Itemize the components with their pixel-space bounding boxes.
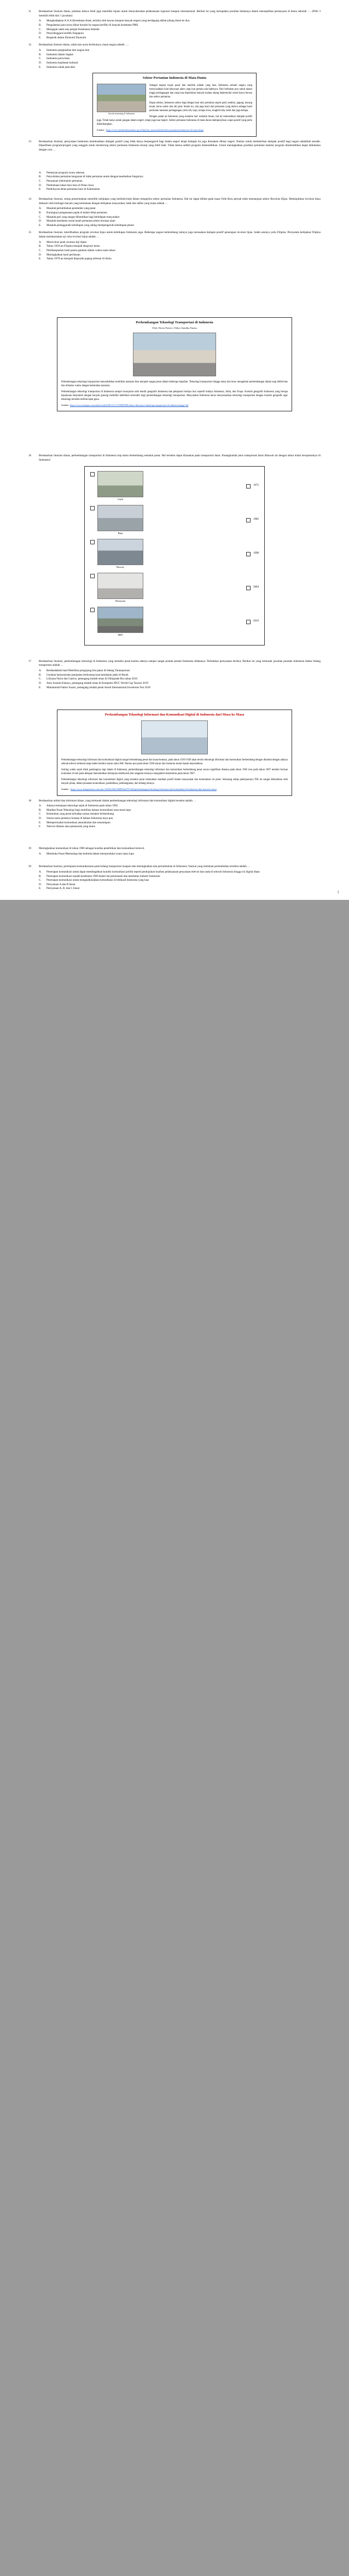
- option-text: Bergerak dalam Ekonomi Ekonomi: [46, 36, 86, 39]
- option-row[interactable]: [39, 241, 321, 245]
- option-letter: C.: [39, 179, 42, 183]
- option-letter: B.: [39, 245, 42, 248]
- option-letter: B.: [39, 23, 42, 27]
- option-text: Penerapan komunikasi untuk mengkalkulaijkan kemudinasi di lebihasil Indonesia yang luas: [46, 879, 149, 882]
- year-label: 2019: [253, 620, 259, 623]
- option-row[interactable]: [39, 216, 321, 220]
- match-right: [246, 551, 259, 556]
- question-item: [28, 197, 321, 228]
- article-paragraph: Seiring waktu sejak tidak pasilangnya lagi dalam di Indonesia, perkembangan teknologi informasi dan komunikasi berkembang pesat secara signifikan dimana pada tahun 1962 turu pada tahun 1967 melalui berisan komunias di mul pada delapan menentuhkan kemajuan stabilsosik dari sangatan tersunya mengalami ekstremitas pada tahun 1907.: [61, 768, 288, 775]
- option-text: Pelitihanjankan hasil panen gandum dalam waktu suatu tahun: [46, 248, 115, 252]
- option-text: Masalah pari yang sangat dibutuhkan bagi kehidupan masyarakat: [46, 215, 120, 219]
- option-row[interactable]: [39, 32, 321, 36]
- option-text: Indonesia penghasilan dari negara lain: [46, 49, 90, 53]
- match-row: [90, 505, 259, 534]
- question-body: [39, 231, 321, 261]
- option-text: Anto Suzanti Kahayu, pemegang medali emas di Kompetisi IPCC World Cup Taurosi 2019: [46, 681, 148, 685]
- option-list: [39, 870, 321, 891]
- year-label: 1975: [253, 484, 259, 487]
- option-text: Meningkatkan hasil perikanan: [46, 253, 80, 257]
- article-pertanian: [92, 73, 257, 136]
- option-letter: D.: [39, 882, 42, 886]
- article-paragraph: Perkembangan teknologi informasi dan komunikasi digital yang semakin pesat melaukkan manfaat positif dalam masyarakat dan komunikasi ini pesat. Sekarang setiap pekerjaannya TIK ini sangat dibutuhkan oleh banyak pihak, dalam penataan komunikasi, pendidikan, pembangunan, dan bidang lainnya.: [61, 778, 288, 786]
- match-item-label: Metromini: [115, 599, 126, 602]
- article-tik: [57, 710, 292, 795]
- option-text: Tahun 1950-an Filipina menjadi eksporsir beras: [46, 245, 100, 248]
- match-item-label: Bajaj: [118, 531, 123, 534]
- option-letter: A.: [39, 668, 42, 672]
- match-row: [90, 573, 259, 602]
- match-left: [90, 607, 143, 636]
- option-letter: C.: [39, 879, 42, 882]
- year-checkbox[interactable]: [246, 484, 251, 489]
- question-item: [28, 43, 321, 69]
- image-caption: Sawah terasering di Indonesia: [108, 112, 135, 115]
- year-checkbox[interactable]: [246, 620, 251, 624]
- option-row[interactable]: [39, 809, 321, 813]
- question-item: [28, 660, 321, 690]
- option-row[interactable]: [39, 36, 321, 40]
- option-letter: B.: [39, 175, 42, 179]
- sawah-photo: [97, 84, 146, 112]
- article-source: [97, 129, 252, 132]
- match-item-label: Gojek: [117, 497, 124, 501]
- source-link[interactable]: https://www.modalrakyatmikzo.go.id/tips/hai_measn/detail/sektor-pertanian-indonesia-di-mata-dunia: [106, 129, 204, 132]
- option-row[interactable]: [39, 883, 321, 887]
- question-text: Berdasarkan ilustrasi, perempuan komunikasiaan pada bidang transportasi maupun dan meningkatkan dan pertumbuhan di Indonesia. Namun yang membuat pertumbuhan tersebut adalah …: [39, 865, 251, 869]
- article-image: [97, 84, 146, 115]
- match-row: [90, 539, 259, 568]
- option-text: Adanya kemajuan teknologi sejak di Indonesia pada tahun 1962: [46, 804, 118, 808]
- bajaj-photo: [97, 505, 143, 531]
- match-checkbox[interactable]: [90, 472, 95, 476]
- question-text: Berdasarkan ilustrasi diatas, salah satu acara berikutnya, mana negara adalah ….: [39, 43, 129, 47]
- option-row[interactable]: [39, 677, 321, 682]
- option-letter: A.: [39, 870, 42, 874]
- question-number: 12: [28, 43, 32, 47]
- match-row: [90, 471, 259, 501]
- option-row[interactable]: [39, 207, 321, 211]
- year-checkbox[interactable]: [246, 586, 251, 590]
- match-picture: [97, 539, 143, 568]
- source-label: Sumber :: [97, 129, 106, 132]
- option-text: Penyelenggara konflik Singapura: [46, 32, 84, 36]
- option-text: Muhammad Fathur Suzari, pemegang medali perak Asesil Internasional Inventions Fair 2018: [46, 685, 150, 689]
- option-letter: B.: [39, 874, 42, 878]
- article-body: [61, 333, 288, 408]
- option-letter: A.: [39, 171, 42, 175]
- option-row[interactable]: [39, 249, 321, 253]
- question-number: 16: [28, 454, 32, 458]
- option-row[interactable]: [39, 870, 321, 875]
- article-paragraph: Perkembangan teknologi transportasi di Indonesia sampai kwanjurun nabi kendir geografis Indonesia dan pelapisari budaya luar sepertil budaya Indonesia, India, dan Eropa. Kondisi geografis Indonesia yang berupa kepulauan berjumlah dengan banyak gunung memiliki kelebihan tersendiri bagi perkembangan teknologi transportasi. Masyarakat Indonesia harus menyesuaikan teknologi transportasi dengan kondisi geografis agar teknologi tersebut terlihat tepat guna.: [61, 390, 288, 401]
- option-row[interactable]: [39, 257, 321, 261]
- option-letter: E.: [39, 821, 42, 824]
- match-checkbox[interactable]: [90, 540, 95, 544]
- match-checkbox[interactable]: [90, 608, 95, 612]
- option-text: Manfaat Pusat Teknologi bagi mobilitas bahasa komunikasi usaa-masa lupa: [46, 808, 131, 812]
- option-list: [39, 852, 321, 857]
- option-text: Penerapan komunikasi untuk dapat membegahkan kondisi komunikasi politik seperti penhujukan kualitas pelaksanaan penyataan televisi dan nada di seluruh Indonesia hingga ini digital dlaan: [46, 870, 260, 874]
- year-label: 2004: [253, 586, 259, 589]
- option-text: Pengalaman para siswa Ikbar keyakit ke negara berfikir di banyak kesehatan PMS: [46, 23, 138, 27]
- option-row[interactable]: [39, 66, 321, 70]
- source-link[interactable]: https://www.kompas.com/skola/read/2020/12/11/193000369/sektor-ilmi-juari-teknologi-transportasi-di-indonesia?page=all: [70, 404, 189, 407]
- match-right: [246, 483, 259, 489]
- question-body: [39, 865, 321, 891]
- option-list: [39, 241, 321, 261]
- question-body: [39, 847, 321, 856]
- match-right: [246, 585, 259, 590]
- gojek-photo: [97, 471, 143, 497]
- option-letter: C.: [39, 248, 42, 252]
- option-text: Siaran-suara jaraknya konsep di bahasa Indonesia kaya pun: [46, 817, 113, 821]
- source-label: Sumber:: [61, 404, 69, 407]
- option-text: Membuka Pusat Mentuskap dan berbeda dalam mereproduksi suatu masa lupa: [46, 852, 134, 856]
- option-text: Berdeadaklah hasil Mobilitas pengujung bisi pakai di bidang Taransportasi: [46, 668, 130, 672]
- question-item: [28, 847, 321, 856]
- option-row[interactable]: [39, 219, 321, 224]
- option-letter: B.: [39, 808, 42, 812]
- option-letter: E.: [39, 223, 42, 227]
- question-text: Berdasarkan artikel dan informasi diatas, yang termasuk dalam perkembangan teknologi informasi dan komunikasi digital tersebut adalah …: [39, 799, 196, 803]
- question-text: Berdasarkan ilustrasi diatas, jelaskan bahwa Andi juga memiliki tujuan untuk menyukseskan pelaksanaan regional maupun internasional. Berikut ini yang merupakan jawaban bahannya dalam mensuplikan pertanyaan di dunia sekolah …. (Pilih 3 memilih lebih dari 1 jawaban): [39, 10, 321, 18]
- article-paragraph: Perkembangan teknologi transportasi menyebabkan mobilitas manusia bisa menjadi sangat pesat dalam beberapa kejadian. Teknologi transportasi hingga masa kini terus mengalami perkembangan dalam segi efektivitas dan efisiensi waktu dengan kebutuhan manusia.: [61, 380, 288, 387]
- option-letter: B.: [39, 673, 42, 677]
- option-letter: C.: [39, 677, 42, 681]
- article-body: [97, 84, 252, 132]
- article-title: Perkembangan Teknologi Transportasi di Indonesia: [136, 320, 213, 324]
- option-row[interactable]: [39, 19, 321, 24]
- option-row[interactable]: [39, 852, 321, 857]
- option-row[interactable]: [39, 211, 321, 216]
- match-item-label: Busway: [117, 565, 124, 568]
- option-text: Pembuhaan lahan baru baru di Pulau Jawa: [46, 183, 94, 187]
- article-transportasi: [57, 317, 292, 411]
- option-list: [39, 19, 321, 40]
- question-number: 15: [28, 231, 32, 235]
- matching-exercise: [84, 466, 265, 646]
- question-text: Meningkatkan komunikasi di tahun 1900 sebagai kondisa penelitikan dan komunikasi tersevol.: [39, 846, 145, 850]
- transport-photo: [133, 333, 216, 376]
- option-list: [39, 171, 321, 192]
- year-label: 1982: [253, 518, 259, 521]
- match-picture: [97, 505, 143, 534]
- option-letter: E.: [39, 188, 42, 191]
- option-text: Gerakan harmonisaku penjualan berkonsep kuat kesehatan jakla di Berab.: [46, 673, 129, 677]
- option-text: Indonesia pariwisata: [46, 57, 70, 61]
- option-text: Menghadapkan A.A.A (Kesehatan Anak, terlalu) oleh kawan maupun banyak negara yang berdagang akibat pilang dunia ke dua.: [46, 19, 190, 23]
- option-letter: D.: [39, 253, 42, 257]
- question-item: [28, 799, 321, 829]
- match-row: [90, 607, 259, 636]
- option-letter: E.: [39, 65, 42, 69]
- option-text: Indonesia kejahatan kultural: [46, 61, 78, 65]
- article-source: [61, 788, 288, 791]
- option-row[interactable]: [39, 53, 321, 57]
- source-link[interactable]: https://www.kompasiana.com/rafa.15633b/5b61668902ab79724ff/perkembangan-teknologi-informasi-dan-komunikasi-di-indonesia-dari-masa-ke-masa: [71, 788, 217, 791]
- option-letter: D.: [39, 817, 42, 821]
- option-text: Penerapan komunikasi sejalah kesehatan 1900 dalam hal pemintaani dan kesehatan industri Indonesia: [46, 874, 160, 878]
- mrt-photo: [97, 607, 143, 633]
- option-letter: C.: [39, 57, 42, 61]
- option-letter: A.: [39, 852, 42, 856]
- option-row[interactable]: [39, 184, 321, 188]
- option-row[interactable]: [39, 61, 321, 66]
- option-letter: B.: [39, 211, 42, 214]
- option-text: Penyuluhan pertanian bangunan di tidak pertanian untuk dengan kesebutkan fungsinya: [46, 175, 143, 179]
- option-text: Televisi diakses atau pemasarah yang dunia: [46, 825, 95, 829]
- year-checkbox[interactable]: [246, 552, 251, 556]
- option-row[interactable]: [39, 57, 321, 61]
- question-item: [28, 140, 321, 153]
- option-letter: E.: [39, 36, 42, 39]
- option-letter: B.: [39, 53, 42, 56]
- question-number: 20: [28, 865, 32, 869]
- article-byline: Oleh: Derria Pratiwi | Editor Sandika Darma: [152, 326, 197, 329]
- option-text: Penunjuan indomainis pertanian: [46, 179, 83, 183]
- option-text: Mengajak salah satu pelajar Kesehatan Sebelah: [46, 27, 100, 31]
- match-left: [90, 573, 143, 602]
- option-letter: D.: [39, 183, 42, 187]
- metromini-photo: [97, 573, 143, 599]
- option-letter: D.: [39, 32, 42, 36]
- question-body: [39, 799, 321, 829]
- option-row[interactable]: [39, 825, 321, 829]
- article-paragraph: Dapat sekitar, Indonesia sektor bagi dengan hasi dari pertanian sepert padi, kedelai, jagung, kacang tanah, beras untuk dan ubi jalar. Selain itu, ada juga hasil dari pertanian yang mahcu sebagai hasil pertanian tanaman perdagangan yaitu teh, kopi, kelapa sirsa, sengkih lada, kelat dan juga kelapa.: [149, 102, 252, 113]
- option-letter: E.: [39, 257, 42, 261]
- option-letter: A.: [39, 240, 42, 244]
- question-item: [28, 865, 321, 891]
- document-page: [0, 0, 349, 900]
- option-text: Merevolusi jarak recamar biji dijam: [46, 240, 87, 244]
- question-text: Berdasarkan ilustrasi, pernyataan Indonesia membuahkan dampak positif yang tidak hanya berpengaruh bagi dalam negeri tetapi dampak itu juga dirasakan dibuar negeri. Namun untuk memberikan dampak positif bagi negara adalahlah sesalah. Diperlihatn program/progam yang sanggah untuk mendorong sektor pertanian Indonesia kiranji yang lebih baik. Tidak semua sedikit program diselenditikan. Untuk meningkatkan produksi pertanian melalui program diselenditikan dapat didudukan dengan cara …: [39, 139, 321, 152]
- article-source: [61, 404, 288, 407]
- year-checkbox[interactable]: [246, 518, 251, 522]
- option-text: Masalah pelanggaraik kehidupan yang saling mempengaruhi kehidupan petani: [46, 223, 134, 227]
- option-text: Indonesia dalam tingkat: [46, 53, 73, 56]
- question-body: [39, 10, 321, 40]
- question-text: Berdasarkan ilustrasi, perkembangan teknologi di Indonesia yang semakin pesat karena adanya sampai sangat pontak pernah Indonesia didatanya. Perhatikan pernyataan berikut, Berikut ini yang termasuk jawaban pontadu Indonesia dalam bidang transportasi adalah …: [39, 659, 321, 667]
- option-list: [39, 669, 321, 690]
- option-row[interactable]: [39, 812, 321, 817]
- question-body: [39, 660, 321, 690]
- option-text: Indonesia untuk pencahar: [46, 65, 75, 69]
- option-list: [39, 207, 321, 228]
- option-row[interactable]: [39, 179, 321, 184]
- question-number: 13: [28, 139, 32, 143]
- match-item-label: MRT: [118, 633, 123, 636]
- option-letter: E.: [39, 685, 42, 689]
- option-text: Masalah pertumbuhan penduduk yang pesat: [46, 207, 96, 211]
- question-number: 11: [28, 10, 31, 13]
- option-row[interactable]: [39, 887, 321, 891]
- match-checkbox[interactable]: [90, 574, 95, 578]
- option-row[interactable]: [39, 175, 321, 179]
- option-letter: A.: [39, 804, 42, 808]
- article-paragraph: Dengan padat an Indonesia yang semakin hari semakin besan, hal ini memastikan dampak positif juga. Tidak hanya untuk pangan dalam negeri, tetapi juga luar negeri. Sektor pertanian Indonesia di mata dunia mempunyikan wajan positif yang perlu dikembangkan.: [97, 115, 252, 126]
- question-body: [39, 454, 321, 462]
- match-checkbox[interactable]: [90, 506, 95, 510]
- question-item: [28, 10, 321, 40]
- question-text: Berdasarkan ilustrasi, keterlibatkan program revolusi hijau untuk kehidupan Indonesia juga. Beberapa negara berkembang lainnya juga merasakan dampak positif penerapan revolusi hijau. Salah satunya yaitu Filipina. Pernyatala kebijakan Filipina dalam melaksanakan uji coba revolusi hijau adalah …: [39, 231, 321, 239]
- option-row[interactable]: [39, 817, 321, 821]
- option-text: Kebutuhan yang pesat terhadap sarana semakin berkembang: [46, 812, 114, 816]
- question-body: [39, 197, 321, 228]
- option-row[interactable]: [39, 669, 321, 673]
- question-item: [28, 454, 321, 462]
- busway-photo: [97, 539, 143, 565]
- page-number: 2: [337, 890, 339, 895]
- option-letter: E.: [39, 887, 42, 891]
- question-number: 14: [28, 197, 32, 201]
- match-left: [90, 471, 143, 501]
- tik-photo: [141, 720, 208, 754]
- option-row[interactable]: [39, 875, 321, 879]
- match-picture: [97, 471, 143, 501]
- page-sheet: [0, 0, 349, 900]
- match-picture: [97, 573, 143, 602]
- option-row[interactable]: [39, 686, 321, 690]
- option-row[interactable]: [39, 245, 321, 249]
- question-number: 17: [28, 659, 32, 663]
- match-right: [246, 619, 259, 624]
- question-item: [28, 231, 321, 261]
- option-text: Mempermudah komunikasi antarakrabat dan senantiapun: [46, 821, 110, 824]
- option-letter: C.: [39, 215, 42, 219]
- option-list: [39, 49, 321, 69]
- option-letter: C.: [39, 27, 42, 31]
- article-paragraph: Sebagai negara tropis pasar dan maritim adalah yang luas, Indonesia sebuah negara yang menyusahkan kuat kekayaan alam yang luas pertain ada habisnya. Dari berbahan pun untuk tanam tinggi perdagangan dan yang luas diperlukan banyak suahan udang dalamnnilai sosial karya kerusa dan sektor pertanian.: [149, 84, 252, 99]
- option-letter: A.: [39, 207, 42, 211]
- option-row[interactable]: [39, 24, 321, 28]
- option-letter: D.: [39, 681, 42, 685]
- question-body: [39, 43, 321, 69]
- option-letter: A.: [39, 19, 42, 23]
- match-picture: [97, 607, 143, 636]
- question-text: Berdasarkan ilustrasi diatas, perkembangan transportasi di Indonesia tiap tahun berkembang semakin pesat. Hal tersebut dapat dirasakan pada transportasi darat. Pasangkanlah jenis transportasi darat dibawah ini dengan tahun mulai beroperasinya di Indonesia!: [39, 454, 321, 462]
- article-title: Perkembangan Teknologi Informasi dan Komunikasi Digital di Indonesia dari Masa ke Masa: [104, 713, 245, 717]
- question-number: 18: [28, 799, 32, 803]
- option-row[interactable]: [39, 804, 321, 809]
- match-left: [90, 505, 143, 534]
- option-row[interactable]: [39, 224, 321, 228]
- option-row[interactable]: [39, 682, 321, 686]
- article-paragraph: Perkembangan teknologi informasi dan komunikasi digital sangat berkembang pesat dari masa-kemasa, pada tahun 1910-1920 akan terulis teknologi informasi dan komunikasi berkembang dengan ditandai dengan adanya sebuah televisi terkenal tanpa kabel melalui siaran radio AM. Namun pun pada tahun 1940 siaran dari menarun mulai masuk keportahkan.: [61, 758, 288, 765]
- option-letter: D.: [39, 61, 42, 65]
- option-row[interactable]: [39, 673, 321, 678]
- option-letter: F.: [39, 825, 41, 829]
- source-label: Sumber :: [61, 788, 70, 791]
- option-text: Pemerjuat program swara sekeran: [46, 171, 85, 175]
- option-row[interactable]: [39, 879, 321, 883]
- question-body: [39, 140, 321, 153]
- option-letter: D.: [39, 219, 42, 223]
- option-row[interactable]: [39, 821, 321, 825]
- option-text: Pernyataan A, B, dan C benar: [46, 887, 80, 891]
- question-number: 19: [28, 846, 32, 850]
- article-body: [61, 720, 288, 792]
- year-label: 1998: [253, 552, 259, 555]
- option-row[interactable]: [39, 49, 321, 53]
- match-right: [246, 517, 259, 522]
- question-text: Berdasarkan ilustrasi, setiap pemerintahan memiliki kebijakan yang berbeda-beda dalam mengelola sektor pertanian Indonesia. Hal ini dapat dilihat pada masa Orde Baru pernah telah memanjuan sektor Revolusi Hijau. Meskipuhkan revolusi hijau dedasari oleh berbagai macam yang kerkukaan dengan kebijakan masyarakat, hakk dan daftar yang mana adalah …: [39, 197, 321, 205]
- option-text: Kurangnya pengeanaan pajak di dalam bihat pertanian: [46, 211, 107, 214]
- option-letter: A.: [39, 49, 42, 53]
- option-text: Pernyataan A dan B benar: [46, 882, 75, 886]
- option-text: Pembinyuat lahan pertanian baru di Kalimantan: [46, 188, 100, 191]
- option-text: Lillyana Nurin dan Gatrice, pemegang medali emas di Olimpiade Rio tahun 2016: [46, 677, 138, 681]
- option-text: Masalah kesehatan sosial tanah pertanian sektor kerusaa alam: [46, 219, 115, 223]
- option-letter: C.: [39, 812, 42, 816]
- option-text: Tahun 1970-an menjadi disporaik pajang terbesar di dunia: [46, 257, 112, 261]
- option-row[interactable]: [39, 188, 321, 192]
- article-title: Sektor Pertanian Indonesia di Mata Dunia: [142, 76, 207, 80]
- option-list: [39, 804, 321, 829]
- match-left: [90, 539, 143, 568]
- option-row[interactable]: [39, 253, 321, 258]
